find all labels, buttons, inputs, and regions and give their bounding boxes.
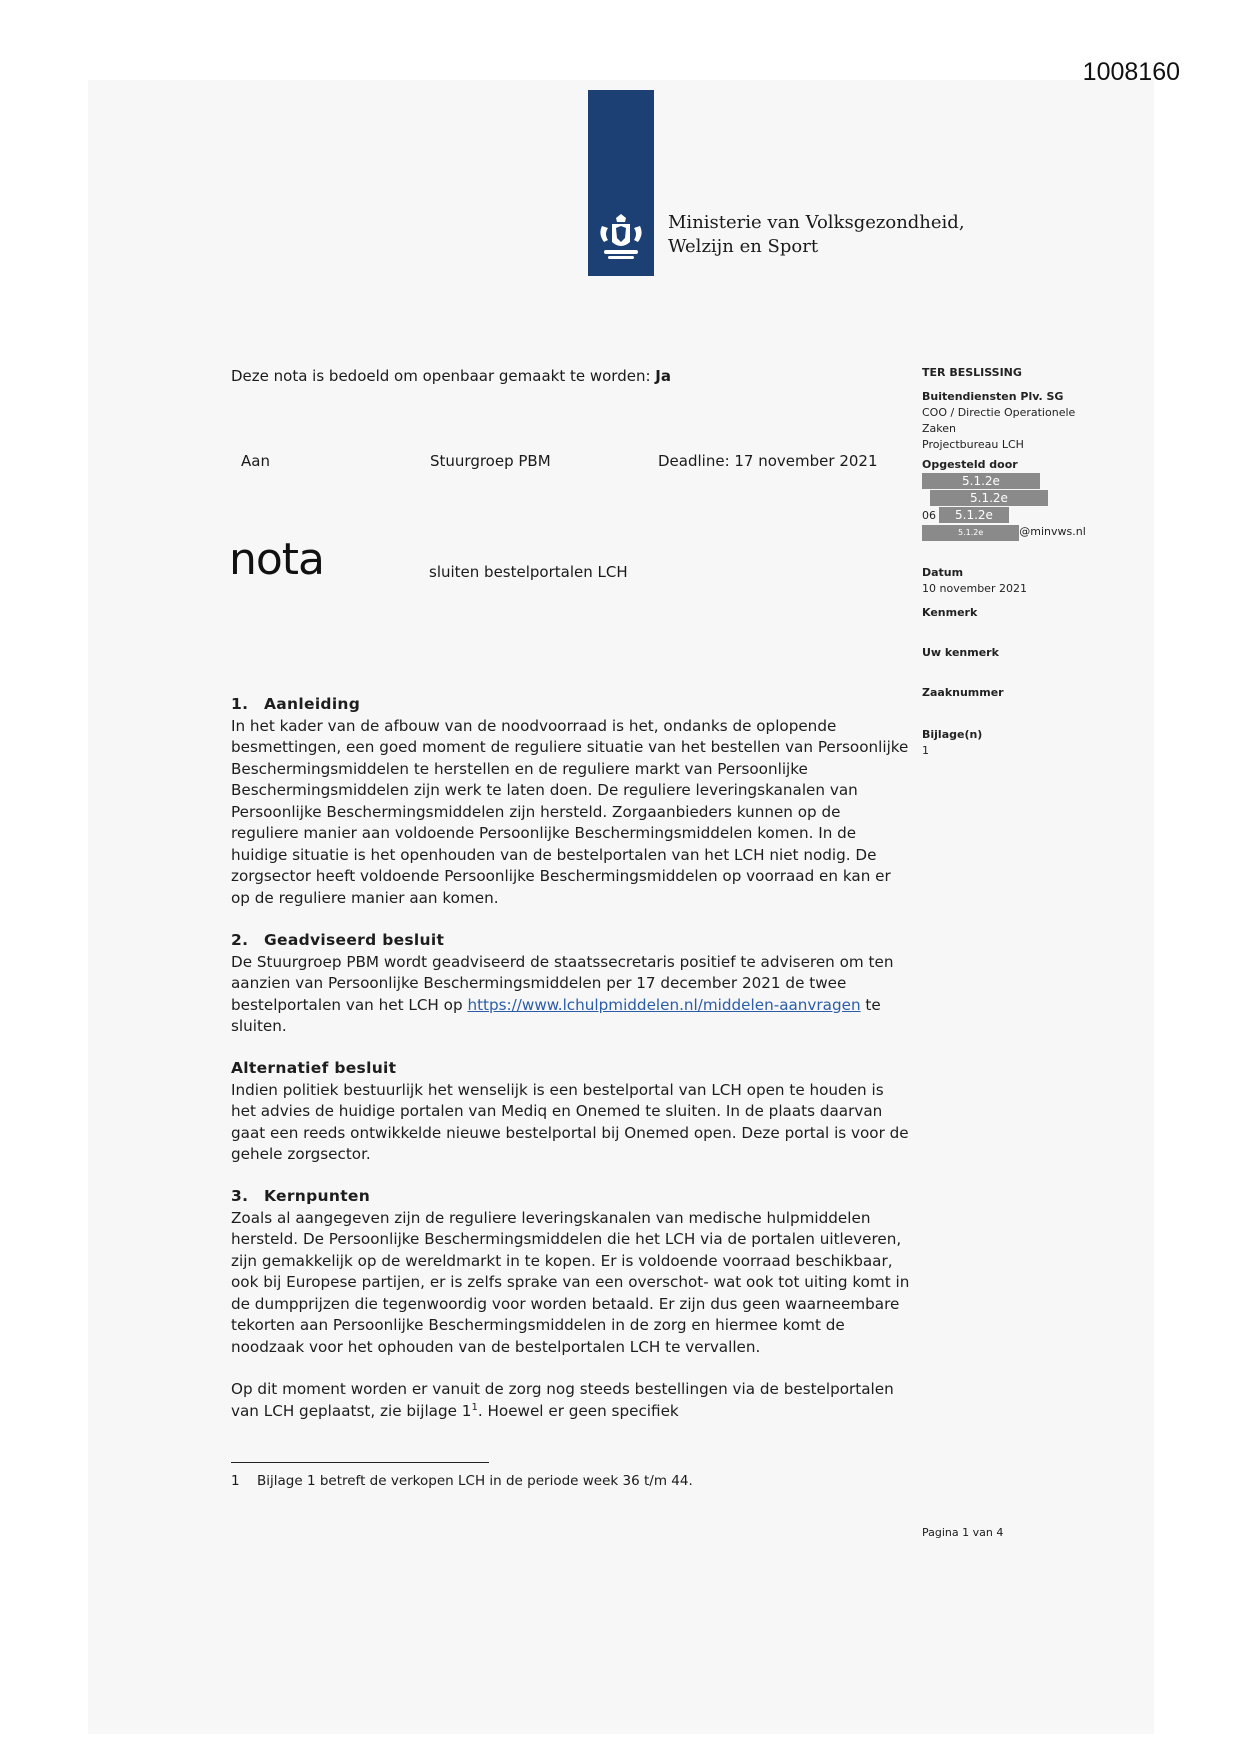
footnote-number: 1 xyxy=(231,1473,240,1489)
section-kernpunten xyxy=(231,1186,911,1422)
portal-link[interactable]: https://www.lchulpmiddelen.nl/middelen-aanvragen xyxy=(467,995,861,1014)
section-heading: Alternatief besluit xyxy=(231,1059,397,1077)
email-suffix: @minvws.nl xyxy=(1019,525,1086,538)
footnote-reference[interactable]: 1 xyxy=(471,1401,478,1413)
section-alternatief-besluit xyxy=(231,1058,911,1166)
section-heading: 1. Aanleiding xyxy=(231,695,361,713)
publication-notice xyxy=(231,367,671,385)
section-aanleiding xyxy=(231,694,911,909)
ministry-name xyxy=(668,211,965,259)
sidebar xyxy=(922,365,1122,759)
department-line-3: Projectbureau LCH xyxy=(922,438,1024,451)
ministry-line-1: Ministerie van Volksgezondheid, xyxy=(668,212,965,233)
section-body: In het kader van de afbouw van de noodvoorraad is het, ondanks de oplopende besmettingen, een goed moment de reguliere situatie van het bestellen van Persoonlijke Beschermingsmiddelen te herstellen en de reguliere markt van Persoonlijke Beschermingsmiddelen zijn werk te laten doen. De reguliere leveringskanalen van Persoonlijke Beschermingsmiddelen zijn hersteld. Zorgaanbieders kunnen op de reguliere manier aan voldoende Persoonlijke Beschermingsmiddelen komen. In de huidige situatie is het openhouden van de bestelportalen van het LCH niet nodig. De zorgsector heeft voldoende Persoonlijke Beschermingsmiddelen op voorraad en kan er op de reguliere manier aan komen. xyxy=(231,716,909,907)
footnote-divider xyxy=(231,1462,489,1463)
your-reference-label: Uw kenmerk xyxy=(922,646,999,659)
footnote xyxy=(231,1473,693,1489)
section-body: Zoals al aangegeven zijn de reguliere leveringskanalen van medische hulpmiddelen hersteld. De Persoonlijke Beschermingsmiddelen die het LCH via de portalen uitleveren, zijn gemakkelijk op de wereldmarkt in te kopen. Er is voldoende voorraad beschikbaar, ook bij Europese partijen, er is zelfs sprake van een overschot- wat ook tot uiting komt in de dumpprijzen die tegenwoordig voor worden betaald. Er zijn dus geen waarneembare tekorten aan Persoonlijke Beschermingsmiddelen in de zorg en hiermee komt de noodzaak voor het ophouden van de bestelportalen LCH te vervallen. xyxy=(231,1208,910,1356)
author-label: Opgesteld door xyxy=(922,458,1018,471)
attachments-value: 1 xyxy=(922,744,929,757)
footnote-text: Bijlage 1 betreft de verkopen LCH in de periode week 36 t/m 44. xyxy=(257,1473,693,1489)
section-body-2: Op dit moment worden er vanuit de zorg nog steeds bestellingen via de bestelportalen van LCH geplaatst, zie bijlage $1^1$. Hoewel er geen specifiek xyxy=(231,1380,894,1420)
status-label: TER BESLISSING xyxy=(922,366,1022,379)
date-value: 10 november 2021 xyxy=(922,582,1027,595)
addressee-label: Aan xyxy=(241,452,270,470)
email-line xyxy=(922,524,1122,541)
department-label: Buitendiensten Plv. SG xyxy=(922,390,1064,403)
redacted-name-1: 5.1.2e xyxy=(922,473,1122,490)
rijksoverheid-logo xyxy=(588,90,654,276)
crest-icon xyxy=(594,212,648,262)
redacted-name-2: 5.1.2e xyxy=(922,490,1122,507)
case-number-label: Zaaknummer xyxy=(922,686,1004,699)
attachments-label: Bijlage(n) xyxy=(922,728,983,741)
section-body: Indien politiek bestuurlijk het wenselijk is een bestelportal van LCH open te houden is het advies de huidige portalen van Mediq en Onemed te sluiten. In de plaats daarvan gaat een reeds ontwikkelde nieuwe bestelportal bij Onemed open. Deze portal is voor de gehele zorgsector. xyxy=(231,1080,909,1163)
phone-line xyxy=(922,507,1122,524)
section-heading: 3. Kernpunten xyxy=(231,1187,371,1205)
phone-prefix: 06 xyxy=(922,509,936,522)
page-number: Pagina 1 van 4 xyxy=(922,1526,1004,1539)
department-line-1: COO / Directie Operationele xyxy=(922,406,1076,419)
date-label: Datum xyxy=(922,566,964,579)
addressee-value: Stuurgroep PBM xyxy=(430,452,551,470)
publication-notice-value: Ja xyxy=(655,367,671,385)
redacted-email: 5.1.2e xyxy=(922,525,1019,541)
section-heading: 2. Geadviseerd besluit xyxy=(231,931,445,949)
document-type: nota xyxy=(229,534,325,585)
department-line-2: Zaken xyxy=(922,422,956,435)
deadline: Deadline: 17 november 2021 xyxy=(658,452,878,470)
section-geadviseerd-besluit xyxy=(231,930,911,1038)
subject: sluiten bestelportalen LCH xyxy=(429,563,628,581)
document-id: 1008160 xyxy=(1082,58,1180,86)
reference-label: Kenmerk xyxy=(922,606,978,619)
ministry-line-2: Welzijn en Sport xyxy=(668,236,819,257)
publication-notice-text: Deze nota is bedoeld om openbaar gemaakt te worden: xyxy=(231,367,651,385)
redacted-phone: 5.1.2e xyxy=(939,507,1009,523)
section-body: De Stuurgroep PBM wordt geadviseerd de staatssecretaris positief te adviseren om ten aanzien van Persoonlijke Beschermingsmiddelen per 17 december 2021 de twee bestelportalen van het LCH op https://www.lchulpmiddelen.nl/middelen-aanvragen te sluiten. xyxy=(231,952,894,1035)
